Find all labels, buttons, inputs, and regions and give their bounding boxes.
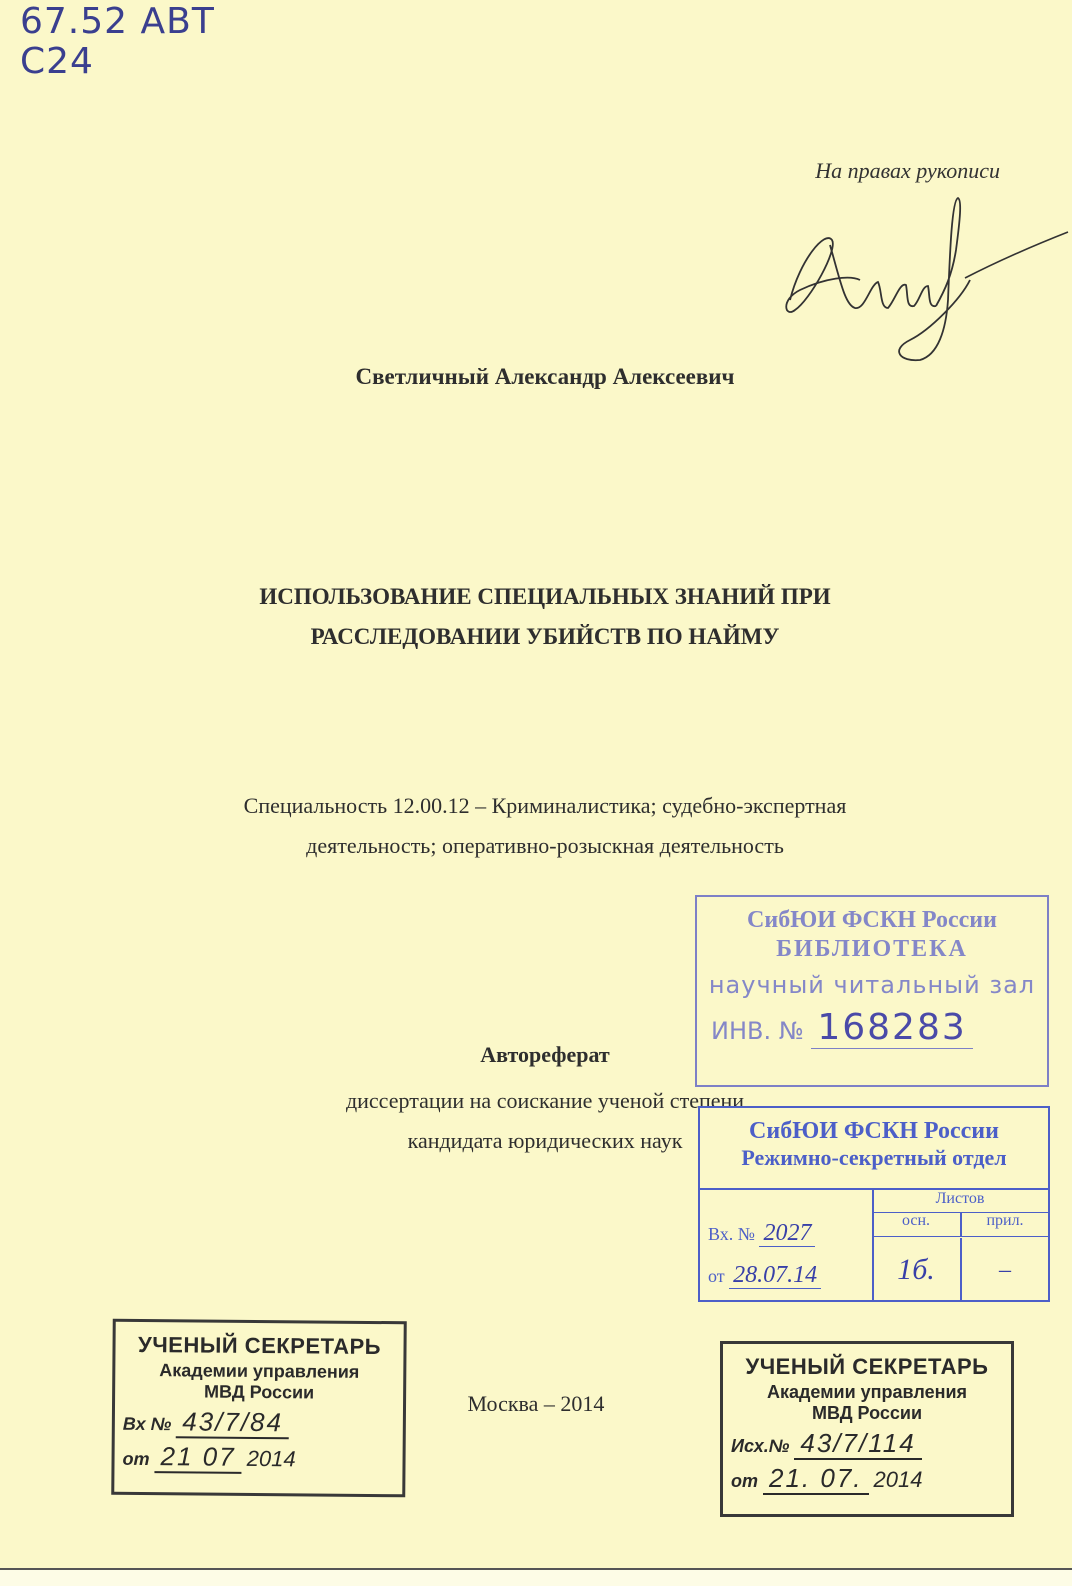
specialty-line-1: Специальность 12.00.12 – Криминалистика; судебно-экспертная [243, 793, 847, 818]
incoming-number-row [708, 1220, 815, 1247]
secret-stamp-grid [700, 1188, 1048, 1302]
secret-stamp-left-cell [700, 1190, 874, 1302]
secretary-right-date-row [723, 1463, 1011, 1494]
secret-stamp-line1: СибЮИ ФСКН России [749, 1118, 999, 1144]
secretary-left-number-row [115, 1406, 403, 1440]
secretary-left-number-label: Вх № [122, 1413, 172, 1435]
sheets-appendix-header: прил. [962, 1212, 1048, 1237]
incoming-date-value: 28.07.14 [729, 1262, 821, 1289]
rights-note: На правах рукописи [815, 158, 1000, 183]
sheets-label: Листов [872, 1190, 1048, 1213]
secretary-right-line1: УЧЕНЫЙ СЕКРЕТАРЬ [745, 1354, 989, 1379]
city-year: Москва – 2014 [467, 1391, 605, 1416]
secretary-right-number-value: 43/7/114 [794, 1428, 921, 1460]
secretary-left-line2: Академии управления [159, 1360, 360, 1382]
scan-bottom-edge [0, 1568, 1072, 1586]
abstract-label: Автореферат [480, 1042, 610, 1067]
sheets-main-header: осн. [872, 1212, 962, 1237]
inventory-label: ИНВ. № [711, 1017, 804, 1045]
secretary-left-date-value: 21 07 [154, 1441, 241, 1474]
secretary-right-line2: Академии управления [766, 1382, 968, 1402]
specialty [0, 786, 1072, 866]
secretary-right-year-prefix: 20 [873, 1467, 899, 1492]
dissertation-title [0, 577, 1072, 657]
library-stamp-line1: СибЮИ ФСКН России [747, 907, 997, 933]
abstract-line-1: диссертации на соискание ученой степени [345, 1088, 745, 1113]
secret-department-stamp [698, 1106, 1050, 1302]
library-stamp [695, 895, 1049, 1087]
incoming-date-row [708, 1262, 821, 1289]
title-line-1: ИСПОЛЬЗОВАНИЕ СПЕЦИАЛЬНЫХ ЗНАНИЙ ПРИ [259, 584, 831, 609]
inventory-row [697, 1007, 1047, 1048]
shelf-mark [20, 2, 215, 82]
title-line-2: РАССЛЕДОВАНИИ УБИЙСТВ ПО НАЙМУ [310, 624, 780, 649]
secretary-right-number-row [723, 1428, 1011, 1459]
library-stamp-line3: научный читальный зал [708, 971, 1036, 999]
secretary-left-year-suffix: 14 [271, 1446, 296, 1472]
secretary-left-line3: МВД России [204, 1381, 315, 1403]
secretary-right-date-value: 21. 07. [763, 1463, 869, 1495]
library-stamp-line2: БИБЛИОТЕКА [776, 936, 968, 962]
incoming-date-label: от [708, 1266, 725, 1286]
secretary-stamp-outgoing [720, 1341, 1014, 1517]
shelf-mark-line1: 67.52 АВТ [20, 1, 215, 42]
secretary-left-date-row [114, 1441, 402, 1475]
secretary-left-date-label: от [122, 1448, 150, 1470]
specialty-line-2: деятельность; оперативно-розыскная деятельность [306, 833, 784, 858]
secretary-right-date-label: от [731, 1471, 758, 1491]
abstract-line-2: кандидата юридических наук [407, 1128, 683, 1153]
signature [770, 190, 1070, 370]
shelf-mark-line2: С24 [20, 41, 94, 82]
secretary-right-line3: МВД России [811, 1403, 923, 1423]
secretary-left-line1: УЧЕНЫЙ СЕКРЕТАРЬ [137, 1331, 382, 1360]
secretary-right-year-suffix: 14 [898, 1467, 923, 1492]
secretary-right-number-label: Исх.№ [731, 1436, 790, 1456]
incoming-number-value: 2027 [759, 1220, 815, 1247]
inventory-number: 168283 [811, 1007, 972, 1049]
secretary-left-year-prefix: 20 [246, 1445, 272, 1472]
secretary-left-number-value: 43/7/84 [176, 1406, 289, 1439]
sheets-appendix-value: – [999, 1257, 1011, 1283]
author-name: Светличный Александр Алексеевич [355, 364, 735, 389]
secret-stamp-line2: Режимно-секретный отдел [741, 1145, 1007, 1170]
incoming-number-label: Вх. № [708, 1224, 755, 1244]
sheets-main-value: 1б. [872, 1238, 962, 1302]
secretary-stamp-incoming [111, 1319, 407, 1498]
